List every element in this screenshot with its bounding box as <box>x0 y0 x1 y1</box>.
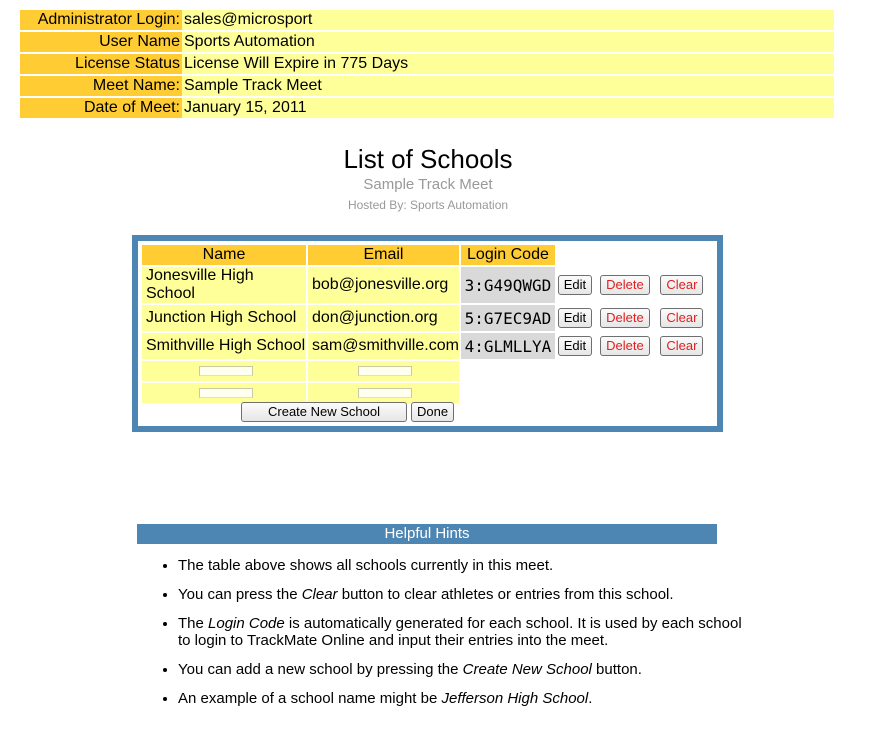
new-name-cell <box>142 361 306 381</box>
school-email: bob@jonesville.org <box>308 267 459 303</box>
hint-item <box>178 586 748 603</box>
new-school-email-input[interactable] <box>358 388 412 398</box>
edit-button[interactable]: Edit <box>558 275 592 295</box>
info-label: User Name <box>20 32 182 52</box>
hint-text: You can add a new school by pressing the <box>178 661 463 678</box>
delete-button[interactable]: Delete <box>600 275 650 295</box>
column-header-email: Email <box>308 245 459 265</box>
hint-text: You can press the <box>178 586 302 603</box>
new-school-name-input[interactable] <box>199 366 253 376</box>
hint-emphasis: Clear <box>301 586 338 603</box>
new-email-cell <box>308 383 459 403</box>
delete-button[interactable]: Delete <box>600 308 650 328</box>
blank-header <box>595 245 655 265</box>
done-button[interactable]: Done <box>411 402 454 422</box>
clear-button[interactable]: Clear <box>660 275 703 295</box>
blank-header <box>557 245 593 265</box>
info-label: License Status <box>20 54 182 74</box>
school-email: sam@smithville.com <box>308 333 459 359</box>
helpful-hints-header: Helpful Hints <box>137 524 717 544</box>
title-block <box>0 142 856 214</box>
hint-text: An example of a school name might be <box>178 690 442 707</box>
page-title: List of Schools <box>343 144 513 174</box>
table-row <box>142 305 707 331</box>
hint-text: button. <box>591 661 642 678</box>
new-school-row <box>142 383 707 403</box>
hint-text: . <box>588 690 593 707</box>
school-email: don@junction.org <box>308 305 459 331</box>
info-row-license-status <box>20 54 834 74</box>
table-header-row <box>142 245 707 265</box>
new-school-name-input[interactable] <box>199 388 253 398</box>
new-school-email-input[interactable] <box>358 366 412 376</box>
hint-emphasis: Jefferson High School <box>441 690 589 707</box>
hint-emphasis: Login Code <box>208 615 285 632</box>
info-row-meet-name <box>20 76 834 96</box>
school-name: Jonesville High School <box>142 267 306 303</box>
column-header-login-code: Login Code <box>461 245 555 265</box>
clear-button[interactable]: Clear <box>660 308 703 328</box>
login-code: 4:GLMLLYA <box>461 333 555 359</box>
hint-text: The <box>178 615 209 632</box>
hint-text: The table above shows all schools currently in this meet. <box>178 557 554 574</box>
blank-header <box>657 245 707 265</box>
schools-table <box>140 243 709 405</box>
hint-item <box>178 690 748 707</box>
login-code: 5:G7EC9AD <box>461 305 555 331</box>
hint-text: is automatically generated for each school. It is used by each school to login to TrackMate Online and input their entries into the meet. <box>178 615 742 649</box>
school-name: Junction High School <box>142 305 306 331</box>
hint-text: button to clear athletes or entries from this school. <box>337 586 674 603</box>
schools-panel <box>132 235 723 432</box>
new-school-row <box>142 361 707 381</box>
edit-button[interactable]: Edit <box>558 336 592 356</box>
meet-info-header <box>20 10 834 120</box>
hint-item <box>178 661 748 678</box>
info-value: License Will Expire in 775 Days <box>182 54 834 74</box>
meet-subtitle: Sample Track Meet <box>363 176 493 193</box>
info-value: sales@microsport <box>182 10 834 30</box>
info-row-admin-login <box>20 10 834 30</box>
info-label: Date of Meet: <box>20 98 182 118</box>
edit-button[interactable]: Edit <box>558 308 592 328</box>
table-row <box>142 267 707 303</box>
table-actions <box>241 402 458 422</box>
clear-button[interactable]: Clear <box>660 336 703 356</box>
hint-emphasis: Create New School <box>462 661 592 678</box>
info-row-meet-date <box>20 98 834 118</box>
login-code: 3:G49QWGD <box>461 267 555 303</box>
new-email-cell <box>308 361 459 381</box>
hosted-by: Hosted By: Sports Automation <box>347 198 509 212</box>
info-value: Sports Automation <box>182 32 834 52</box>
hint-item <box>178 615 748 649</box>
helpful-hints-list <box>160 557 748 719</box>
table-row <box>142 333 707 359</box>
info-value: January 15, 2011 <box>182 98 834 118</box>
create-new-school-button[interactable]: Create New School <box>241 402 407 422</box>
hint-item <box>178 557 748 574</box>
info-row-user-name <box>20 32 834 52</box>
column-header-name: Name <box>142 245 306 265</box>
info-label: Meet Name: <box>20 76 182 96</box>
info-value: Sample Track Meet <box>182 76 834 96</box>
info-label: Administrator Login: <box>20 10 182 30</box>
delete-button[interactable]: Delete <box>600 336 650 356</box>
school-name: Smithville High School <box>142 333 306 359</box>
new-name-cell <box>142 383 306 403</box>
